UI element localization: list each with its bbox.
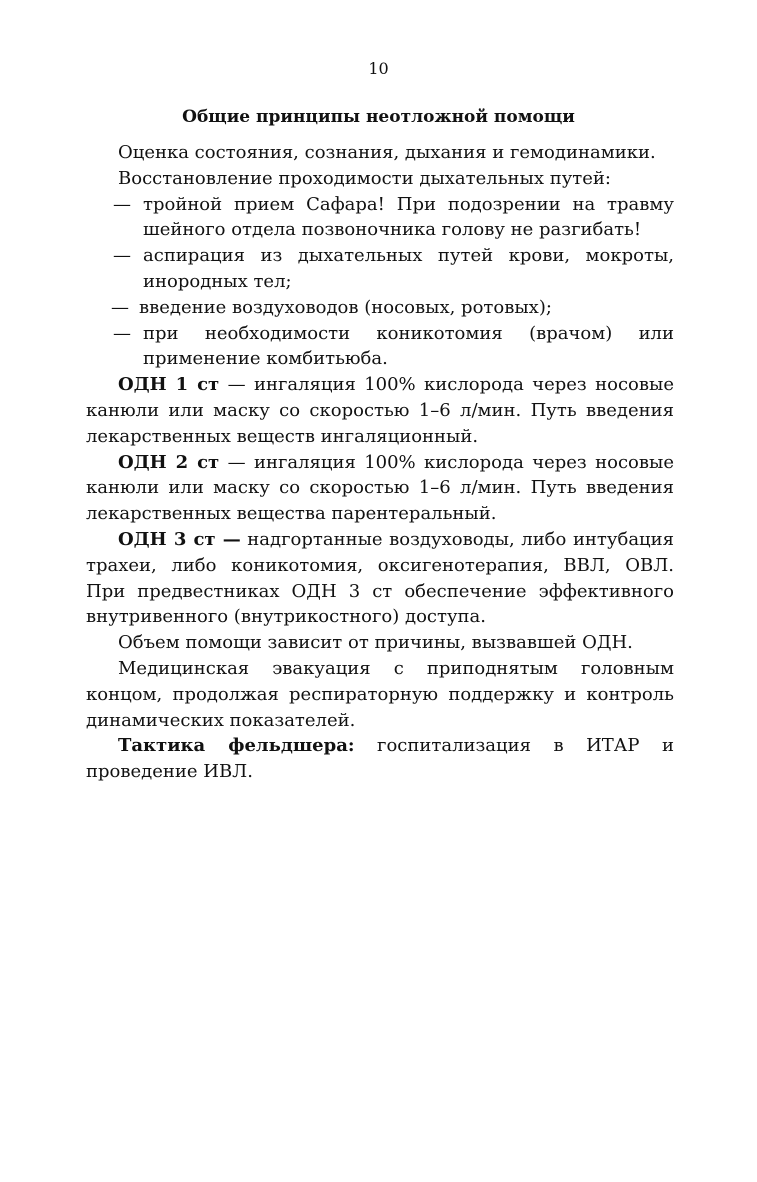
evacuation-paragraph: Медицинская эвакуация с приподнятым головным концом, продолжая респираторную поддержку и контроль динамических показателей.	[86, 657, 674, 731]
list-item-text: введение воздуховодов (носовых, ротовых);	[139, 296, 552, 318]
tactics-label: Тактика фельдшера:	[118, 735, 355, 757]
intro-airway: Восстановление проходимости дыхательных путей:	[118, 167, 611, 189]
odn-3-paragraph	[86, 527, 674, 630]
tactics-paragraph	[86, 733, 674, 785]
list-item	[86, 295, 674, 321]
odn-1-label: ОДН 1 ст	[118, 374, 220, 396]
odn-2-label: ОДН 2 ст	[118, 451, 220, 473]
odn-1-paragraph	[86, 372, 674, 449]
dash-marker: —	[113, 193, 131, 215]
tactics-text: госпитализация в ИТАР и проведение ИВЛ.	[86, 735, 675, 783]
dash-marker: —	[111, 296, 129, 318]
odn-2-text: — ингаляция 100% кислорода через носовые канюли или маску со скоростью 1–6 л/мин. Путь введения лекарственных вещества парентеральный.	[86, 451, 674, 525]
list-item-text: аспирация из дыхательных путей крови, мокроты, инородных тел;	[143, 245, 674, 292]
list-item	[86, 321, 674, 373]
volume-paragraph: Объем помощи зависит от причины, вызвавшей ОДН.	[118, 632, 633, 654]
list-item	[86, 192, 674, 244]
page-number: 10	[368, 59, 389, 78]
list-item-text: при необходимости коникотомия (врачом) или применение комбитьюба.	[143, 322, 674, 370]
page-body	[86, 140, 674, 785]
list-item-text: тройной прием Сафара! При подозрении на травму шейного отдела позвоночника голову не разгибать!	[143, 193, 674, 241]
odn-3-label: ОДН 3 ст —	[118, 528, 241, 550]
odn-1-text: — ингаляция 100% кислорода через носовые канюли или маску со скоростью 1–6 л/мин. Путь введения лекарственных веществ ингаляционный.	[86, 374, 674, 447]
dash-marker: —	[113, 322, 131, 344]
dash-marker: —	[113, 245, 131, 267]
section-title: Общие принципы неотложной помощи	[182, 107, 575, 127]
intro-assessment: Оценка состояния, сознания, дыхания и гемодинамики.	[118, 142, 656, 163]
odn-2-paragraph	[86, 450, 674, 527]
list-item	[86, 243, 674, 295]
odn-3-text: надгортанные воздуховоды, либо интубация трахеи, либо коникотомия, оксигенотерапия, ВВЛ, ОВЛ. При предвестниках ОДН 3 ст обеспечение эффективного внутривенного (внутрикостного) доступа.	[86, 528, 674, 628]
